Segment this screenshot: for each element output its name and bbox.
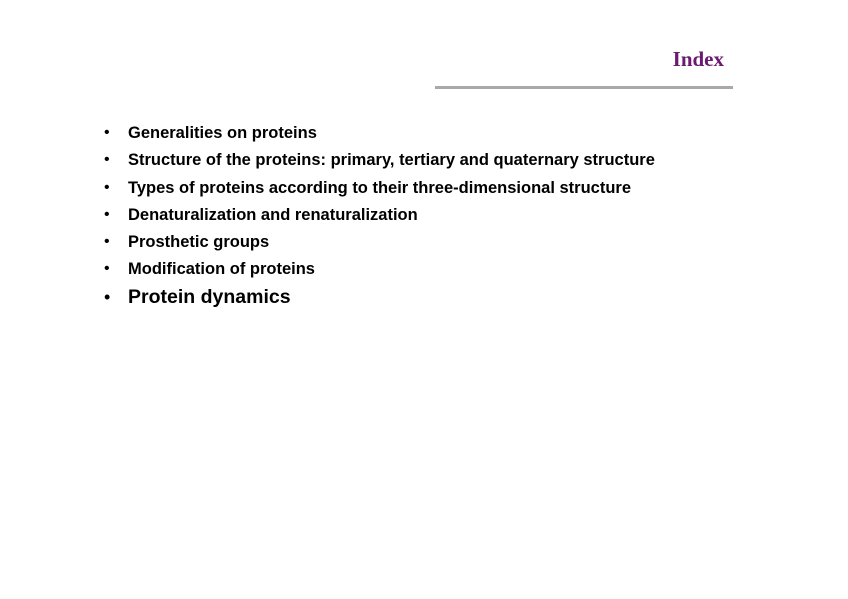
list-item-protein-dynamics — [104, 283, 655, 313]
list-item-label: Types of proteins according to their three-dimensional structure — [128, 178, 632, 197]
list-item-structure — [104, 148, 655, 175]
list-item-label: Denaturalization and renaturalization — [128, 205, 418, 224]
list-item-generalities — [104, 121, 655, 148]
bullet-icon: • — [104, 151, 110, 169]
index-bullet-list — [104, 121, 655, 313]
bullet-icon: • — [104, 205, 110, 223]
slide-title: Index — [672, 47, 724, 71]
list-item-modification — [104, 257, 655, 284]
bullet-icon: • — [104, 286, 111, 307]
list-item-label: Prosthetic groups — [128, 233, 270, 252]
list-item-types — [104, 176, 655, 203]
list-item-label: Modification of proteins — [128, 260, 315, 279]
list-item-prosthetic-groups — [104, 230, 655, 257]
bullet-icon: • — [104, 124, 110, 141]
list-item-label: Structure of the proteins: primary, tertiary and quaternary structure — [128, 151, 655, 170]
bullet-icon: • — [104, 233, 110, 251]
list-item-label: Generalities on proteins — [128, 124, 317, 142]
bullet-icon: • — [104, 178, 110, 196]
list-item-label: Protein dynamics — [128, 285, 291, 308]
title-underline-divider — [435, 86, 733, 89]
bullet-icon: • — [104, 260, 110, 278]
list-item-denaturalization — [104, 203, 655, 230]
